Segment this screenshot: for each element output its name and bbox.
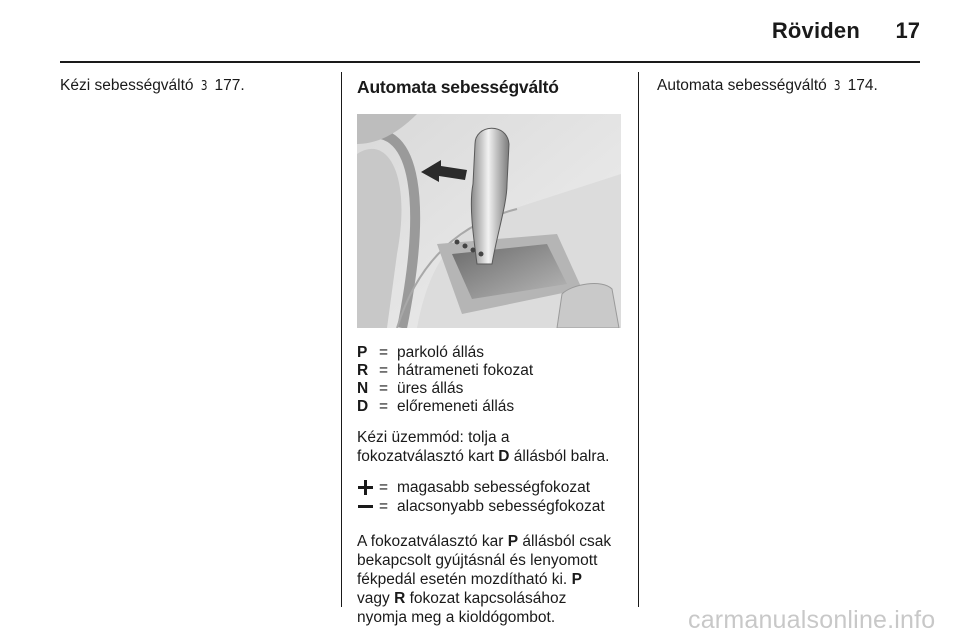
cross-ref-page[interactable]: 174. [847,77,878,94]
instr-line-4: vagy [357,590,395,607]
instr-line-3: fékpedál esetén mozdítható ki. [357,571,572,588]
legend-row [357,344,627,362]
instr-line-1: A fokozatválasztó kar [357,533,508,550]
legend-eq: = [379,479,389,496]
manual-legend [357,478,627,516]
legend-key: N [357,380,369,397]
instr-line-2: bekapcsolt gyújtásnál és lenyomott [357,552,598,569]
legend-value: üres állás [397,380,464,397]
legend-eq: = [379,344,389,361]
plus-icon [357,478,379,497]
legend-row [357,478,627,497]
legend-eq: = [379,498,389,515]
section-heading: Automata sebességváltó [357,77,559,97]
column-divider-1 [341,72,342,607]
instr-line-1-end: állásból csak [518,533,612,550]
legend-value: hátrameneti fokozat [397,362,534,379]
manual-mode-line-2-end: állásból balra. [509,448,610,465]
minus-icon [357,497,379,516]
header-rule [60,61,920,63]
column-2 [357,76,627,627]
page-number: 17 [895,18,920,43]
manual-mode-line-1: Kézi üzemmód: tolja a [357,429,510,446]
gear-legend [357,344,627,416]
instr-gear-p2: P [571,571,582,588]
legend-value: parkoló állás [397,344,485,361]
manual-mode-line-2: fokozatválasztó kart [357,448,499,465]
column-1 [60,76,330,96]
legend-row [357,497,627,516]
instr-gear-r: R [394,590,406,607]
cross-ref-arrow-icon[interactable]: 3 [200,79,208,94]
gear-selector-illustration [357,114,621,328]
watermark: carmanualsonline.info [688,606,936,634]
cross-ref-arrow-icon[interactable]: 3 [833,79,841,94]
legend-value: előremeneti állás [397,398,515,415]
legend-value: magasabb sebességfokozat [397,479,591,496]
manual-mode-gear: D [498,448,510,465]
legend-row [357,362,627,380]
legend-row [357,398,627,416]
cross-ref-text: Automata sebességváltó [657,77,827,94]
instr-line-4-end: fokozat kapcsolásához [405,590,567,607]
page-title: Röviden [771,18,860,43]
legend-eq: = [379,398,389,415]
release-instructions [357,532,627,627]
instr-gear-p: P [507,533,519,550]
column-3 [657,76,927,96]
manual-mode-text [357,428,627,466]
cross-ref-page[interactable]: 177. [214,77,245,94]
legend-eq: = [379,380,389,397]
legend-key: P [357,344,368,361]
legend-key: R [357,362,369,379]
column-divider-2 [638,72,639,607]
legend-eq: = [379,362,389,379]
instr-line-5: nyomja meg a kioldógombot. [357,609,556,626]
legend-row [357,380,627,398]
legend-key: D [357,398,369,415]
cross-ref-text: Kézi sebességváltó [60,77,194,94]
legend-value: alacsonyabb sebességfokozat [397,498,605,515]
